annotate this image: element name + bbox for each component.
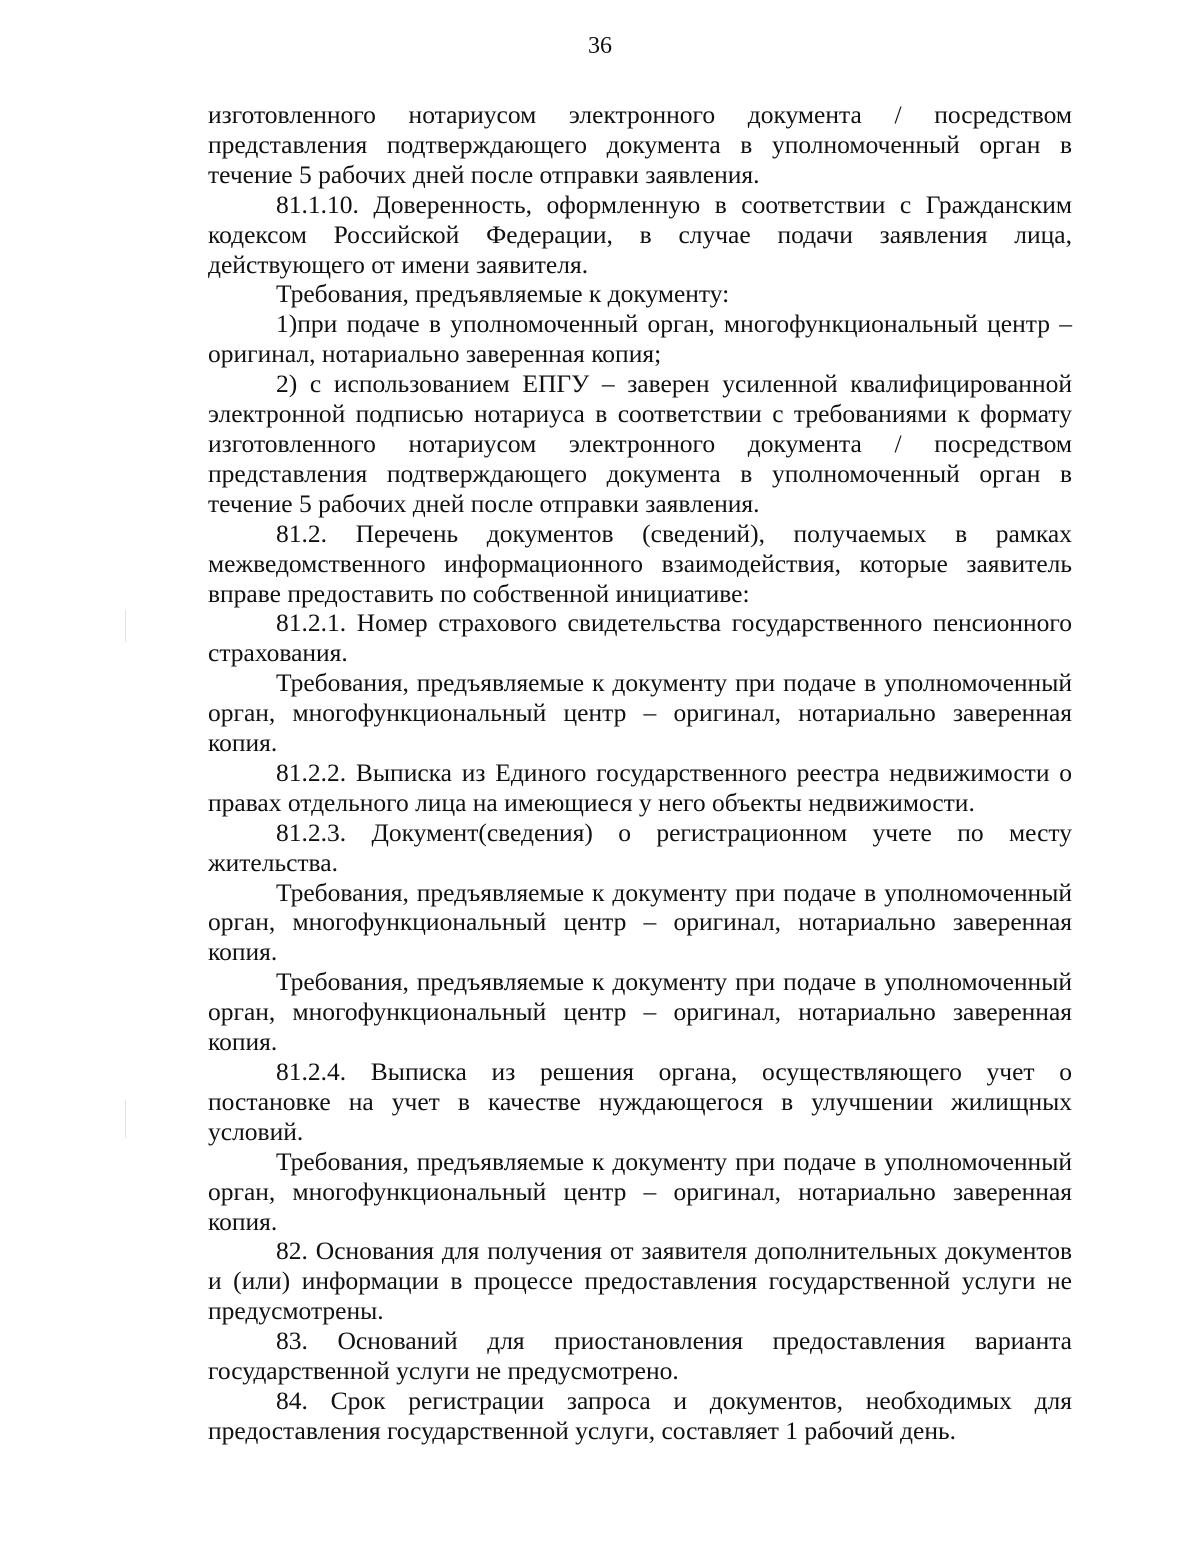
paragraph: 81.2. Перечень документов (сведений), получаемых в рамках межведомственного информационного взаимодействия, которые заявитель вправе предоставить по собственной инициативе: [208,518,1072,608]
paragraph: 81.2.1. Номер страхового свидетельства государственного пенсионного страхования. [208,608,1072,668]
paragraph: 81.2.4. Выписка из решения органа, осуществляющего учет о постановке на учет в качестве нуждающегося в улучшении жилищных условий. [208,1057,1072,1146]
paragraph: Требования, предъявляемые к документу при подаче в уполномоченный орган, многофункциональный центр – оригинал, нотариально заверенная копия. [208,877,1072,967]
paragraph: 82. Основания для получения от заявителя дополнительных документов и (или) информации в процессе предоставления государственной услуги не предусмотрены. [208,1236,1072,1326]
paragraph: 2) с использованием ЕПГУ – заверен усиленной квалифицированной электронной подписью нотариуса в соответствии с требованиями к формату изготовленного нотариусом электронного документа / посредством представления подтверждающего документа в уполномоченный орган в течение 5 рабочих дней после отправки заявления. [208,369,1072,518]
page-number: 36 [588,33,612,59]
paragraph: Требования, предъявляемые к документу при подаче в уполномоченный орган, многофункциональный центр – оригинал, нотариально заверенная копия. [208,1146,1072,1236]
paragraph: Требования, предъявляемые к документу: [276,279,730,309]
paragraph: 83. Оснований для приостановления предоставления варианта государственной услуги не предусмотрено. [208,1326,1072,1386]
paragraph: 84. Срок регистрации запроса и документов, необходимых для предоставления государственной услуги, составляет 1 рабочий день. [208,1385,1072,1445]
paragraph: 81.1.10. Доверенность, оформленную в соответствии с Гражданским кодексом Российской Федерации, в случае подачи заявления лица, действующего от имени заявителя. [208,189,1072,279]
paragraph: 1)при подаче в уполномоченный орган, многофункциональный центр – оригинал, нотариально заверенная копия; [208,309,1072,369]
scan-artifact-line [125,610,126,642]
paragraph: 81.2.2. Выписка из Единого государственного реестра недвижимости о правах отдельного лица на имеющиеся у него объекты недвижимости. [208,757,1072,817]
paragraph: Требования, предъявляемые к документу при подаче в уполномоченный орган, многофункциональный центр – оригинал, нотариально заверенная копия. [208,967,1072,1057]
paragraph: Требования, предъявляемые к документу при подаче в уполномоченный орган, многофункциональный центр – оригинал, нотариально заверенная копия. [208,668,1072,758]
document-body [208,100,1072,1446]
paragraph: 81.2.3. Документ(сведения) о регистрационном учете по месту жительства. [208,817,1072,877]
paragraph: изготовленного нотариусом электронного документа / посредством представления подтверждающего документа в уполномоченный орган в течение 5 рабочих дней после отправки заявления. [208,100,1072,189]
scan-artifact-line [125,1100,126,1138]
